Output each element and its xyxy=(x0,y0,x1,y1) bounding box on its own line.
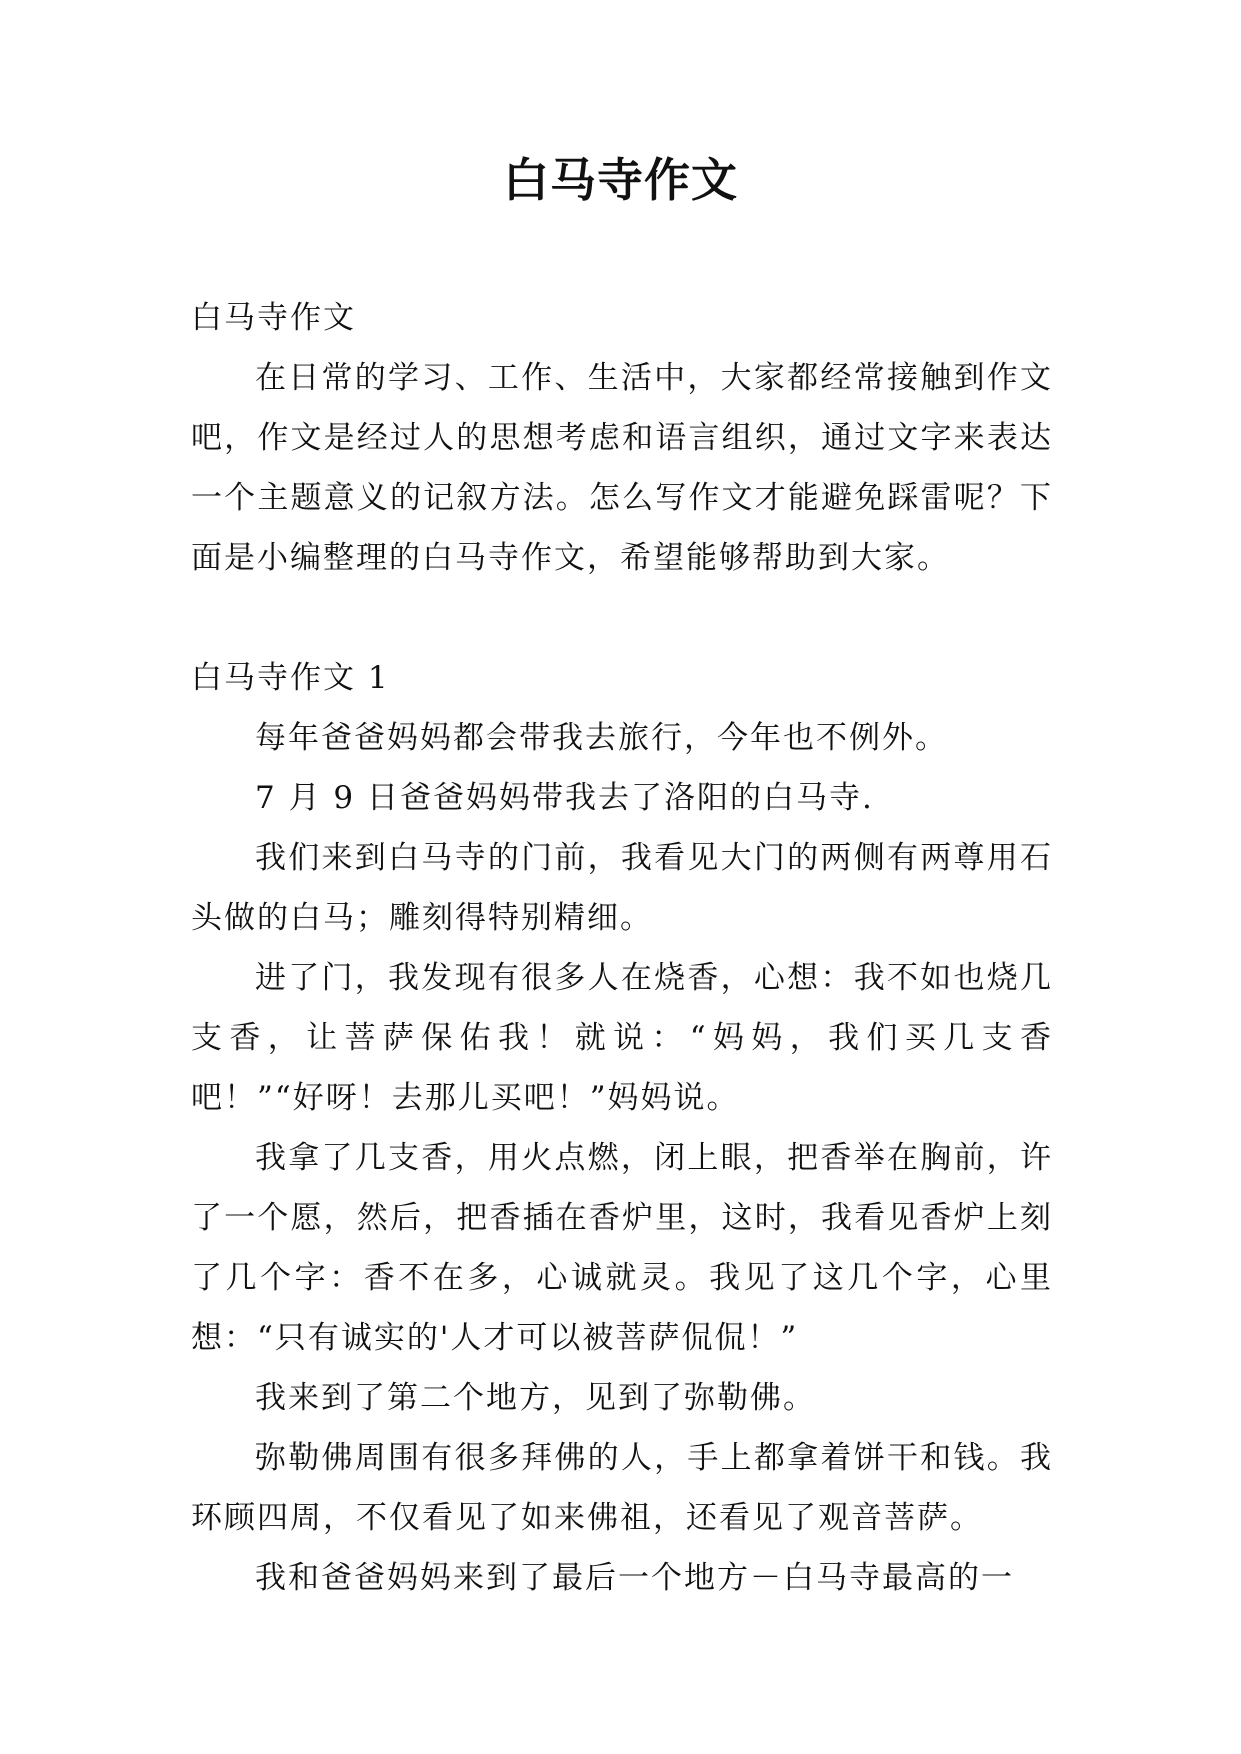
paragraph: 7 月 9 日爸爸妈妈带我去了洛阳的白马寺. xyxy=(255,780,874,816)
document-body xyxy=(191,288,1053,1608)
paragraph: 我和爸爸妈妈来到了最后一个地方－白马寺最高的一 xyxy=(255,1560,1014,1596)
paragraph-gap xyxy=(191,588,1053,648)
paragraph: 弥勒佛周围有很多拜佛的人，手上都拿着饼干和钱。我环顾四周，不仅看见了如来佛祖，还看见了观音菩萨。 xyxy=(191,1440,1053,1536)
intro-paragraph: 在日常的学习、工作、生活中，大家都经常接触到作文吧，作文是经过人的思想考虑和语言组织，通过文字来表达一个主题意义的记叙方法。怎么写作文才能避免踩雷呢？下面是小编整理的白马寺作文，希望能够帮助到大家。 xyxy=(191,360,1053,576)
section-heading: 白马寺作文 1 xyxy=(191,660,390,696)
paragraph: 我拿了几支香，用火点燃，闭上眼，把香举在胸前，许了一个愿，然后，把香插在香炉里，这时，我看见香炉上刻了几个字：香不在多，心诚就灵。我见了这几个字，心里想：“只有诚实的'人才可以被菩萨侃侃！” xyxy=(191,1140,1053,1356)
document-title: 白马寺作文 xyxy=(503,153,738,207)
paragraph: 我来到了第二个地方，见到了弥勒佛。 xyxy=(255,1380,816,1416)
paragraph: 进了门，我发现有很多人在烧香，心想：我不如也烧几支香，让菩萨保佑我！就说：“妈妈，我们买几支香吧！”“好呀！去那儿买吧！”妈妈说。 xyxy=(191,960,1053,1116)
paragraph: 每年爸爸妈妈都会带我去旅行，今年也不例外。 xyxy=(255,720,948,756)
paragraph: 我们来到白马寺的门前，我看见大门的两侧有两尊用石头做的白马；雕刻得特别精细。 xyxy=(191,840,1053,936)
subtitle: 白马寺作文 xyxy=(191,300,356,336)
